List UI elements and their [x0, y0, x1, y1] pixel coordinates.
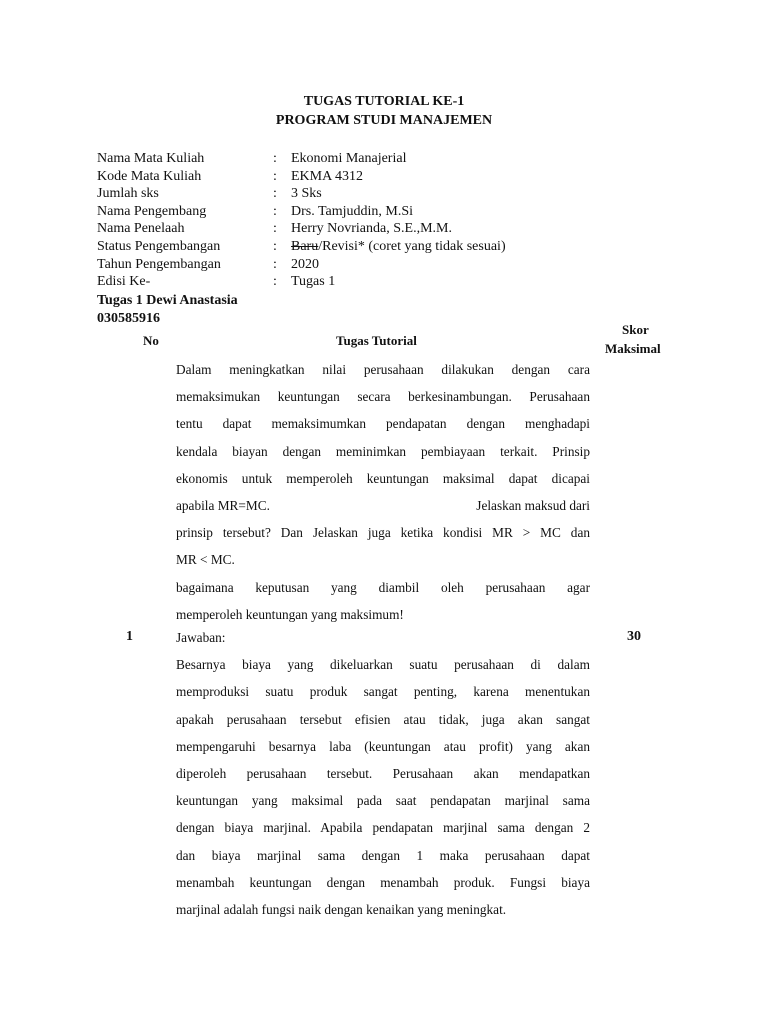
meta-label: Jumlah sks [97, 186, 159, 202]
column-header-score: Skor [622, 322, 649, 337]
meta-label: Nama Mata Kuliah [97, 151, 205, 166]
meta-row [97, 273, 657, 291]
meta-value: Herry Novrianda, S.E.,M.M. [291, 221, 452, 237]
status-revision: /Revisi* (coret yang tidak sesuai) [318, 238, 506, 254]
answer-label: Jawaban: [176, 630, 226, 645]
question-line: MR < MC. [176, 552, 235, 568]
question-line: kendala biayan dengan meminimkan pembiayaan terkait. Prinsip [176, 443, 590, 459]
meta-value [291, 238, 657, 256]
question-line: bagaimana keputusan yang diambil oleh perusahaan agar [176, 579, 590, 595]
meta-row [97, 256, 657, 274]
meta-value: 2020 [291, 256, 319, 272]
answer-line: marjinal adalah fungsi naik dengan kenaikan yang meningkat. [176, 902, 507, 918]
question-text [176, 356, 590, 628]
answer-line: dan biaya marjinal sama dengan 1 maka perusahaan dapat [176, 847, 590, 863]
question-fragment: Jelaskan maksud dari [476, 498, 590, 514]
answer-line: memproduksi suatu produk sangat penting, karena menentukan [176, 684, 590, 700]
answer-line: Besarnya biaya yang dikeluarkan suatu perusahaan di dalam [176, 657, 590, 673]
meta-colon: : [273, 221, 277, 237]
answer-text [176, 624, 590, 923]
meta-colon: : [273, 186, 277, 202]
column-header-no: No [143, 333, 159, 348]
question-line: memaksimukan keuntungan secara berkesinambungan. Perusahaan [176, 389, 590, 405]
meta-label: Nama Penelaah [97, 221, 185, 237]
meta-row [97, 168, 657, 186]
meta-label: Status Pengembangan [97, 238, 221, 254]
answer-line: apakah perusahaan tersebut efisien atau tidak, juga akan sangat [176, 711, 590, 727]
meta-row [97, 203, 657, 221]
meta-value: Drs. Tamjuddin, M.Si [291, 203, 414, 219]
meta-value: 3 Sks [291, 186, 322, 202]
meta-colon: : [273, 203, 277, 219]
meta-colon: : [273, 274, 277, 290]
meta-row [97, 185, 657, 203]
column-header-score-2: Maksimal [605, 341, 661, 356]
column-header-task: Tugas Tutorial [336, 333, 417, 348]
row-number: 1 [126, 629, 133, 644]
meta-label: Tahun Pengembangan [97, 256, 221, 272]
meta-row [97, 238, 657, 256]
meta-colon: : [273, 151, 277, 166]
meta-label: Edisi Ke- [97, 274, 151, 290]
meta-label: Nama Pengembang [97, 203, 207, 219]
meta-row [97, 150, 657, 168]
document-subtitle: PROGRAM STUDI MANAJEMEN [275, 113, 493, 128]
answer-line: dengan biaya marjinal. Apabila pendapatan marjinal sama dengan 2 [176, 820, 590, 836]
student-name: Tugas 1 Dewi Anastasia [97, 293, 238, 308]
meta-value: EKMA 4312 [291, 168, 363, 184]
meta-value: Ekonomi Manajerial [291, 151, 407, 166]
question-line [176, 492, 590, 519]
question-line: tentu dapat memaksimumkan pendapatan dengan menghadapi [176, 416, 590, 432]
answer-line: menambah keuntungan dengan menambah produk. Fungsi biaya [176, 874, 590, 890]
student-id: 030585916 [97, 311, 160, 326]
course-info [97, 150, 657, 291]
question-line: ekonomis untuk memperoleh keuntungan maksimal dapat dicapai [176, 470, 590, 486]
question-line: memperoleh keuntungan yang maksimum! [176, 606, 404, 622]
question-line: prinsip tersebut? Dan Jelaskan juga ketika kondisi MR > MC dan [176, 525, 590, 541]
struck-status: Baru [291, 238, 319, 254]
meta-value: Tugas 1 [291, 274, 336, 290]
question-line: Dalam meningkatkan nilai perusahaan dilakukan dengan cara [176, 362, 590, 377]
meta-colon: : [273, 238, 277, 254]
question-fragment: apabila MR=MC. [176, 498, 270, 514]
answer-line: diperoleh perusahaan tersebut. Perusahaan akan mendapatkan [176, 766, 590, 782]
meta-label: Kode Mata Kuliah [97, 168, 202, 184]
meta-row [97, 220, 657, 238]
row-score: 30 [627, 629, 641, 644]
meta-colon: : [273, 256, 277, 272]
meta-colon: : [273, 168, 277, 184]
answer-line: keuntungan yang maksimal pada saat pendapatan marjinal sama [176, 793, 590, 809]
document-title: TUGAS TUTORIAL KE-1 [303, 94, 465, 109]
answer-line: mempengaruhi besarnya laba (keuntungan atau profit) yang akan [176, 738, 590, 754]
